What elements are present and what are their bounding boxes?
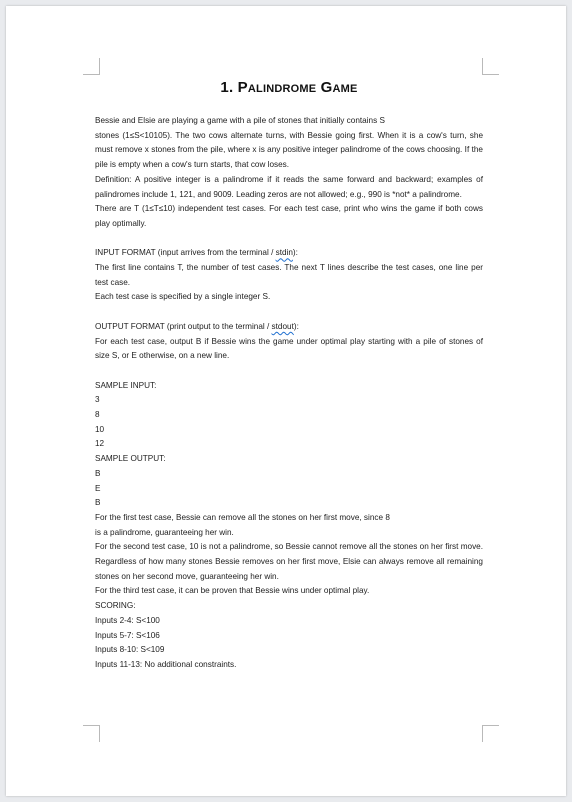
test-cases-paragraph: There are T (1≤T≤10) independent test cases. For each test case, print who wins the game if both cows play optimally. [95,204,483,228]
scoring-line: Inputs 2-4: S<100 [95,615,160,625]
document-body[interactable] [95,78,483,673]
scoring-label: SCORING: [95,601,136,611]
output-format-heading [95,320,483,335]
problem-paragraph: stones (1≤S<10105). The two cows alternate turns, with Bessie going first. When it is a cow's turn, she must remove x stones from the pile, where x is any positive integer palindrome of the cows choosing. If the pile is empty when a cow's turn starts, that cow loses. [95,130,483,170]
sample-input-label: SAMPLE INPUT: [95,380,157,390]
document-page [6,6,566,796]
margin-corner-top-right [482,58,499,75]
spellcheck-word-stdin: stdin [275,248,293,258]
spellcheck-word-stdout: stdout [271,321,294,331]
explanation-paragraph: For the second test case, 10 is not a palindrome, so Bessie cannot remove all the stones on her first move. Regardless of how many stones Bessie removes on her first move, Elsie can always remove all remaining stones on her second move, guaranteeing her win. [95,542,483,581]
margin-corner-bottom-right [482,725,499,742]
output-format-heading-end: ): [293,321,299,331]
blank-line [95,364,483,379]
input-format-paragraph: The first line contains T, the number of test cases. The next T lines describe the test cases, one line per test case. [95,263,483,287]
scoring-line: Inputs 11-13: No additional constraints. [95,659,237,669]
sample-input-line: 12 [95,439,105,449]
sample-output-label: SAMPLE OUTPUT: [95,454,166,464]
explanation-paragraph: is a palindrome, guaranteeing her win. [95,527,234,537]
sample-output-line: E [95,483,101,493]
input-format-heading [95,246,483,261]
output-format-paragraph: For each test case, output B if Bessie wins the game under optimal play starting with a pile of stones of size S, or E otherwise, on a new line. [95,336,483,361]
input-format-heading-end: ): [292,248,298,258]
sample-output-line: B [95,498,101,508]
explanation-paragraph: For the third test case, it can be proven that Bessie wins under optimal play. [95,586,370,596]
sample-input-line: 3 [95,395,100,405]
problem-paragraph: Bessie and Elsie are playing a game with a pile of stones that initially contains S [95,116,385,125]
scoring-line: Inputs 5-7: S<106 [95,630,160,640]
output-format-heading-text: OUTPUT FORMAT (print output to the terminal / [95,321,272,331]
input-format-paragraph: Each test case is specified by a single integer S. [95,292,271,302]
sample-output-line: B [95,468,101,478]
sample-input-line: 8 [95,410,100,420]
margin-corner-top-left [83,58,100,75]
input-format-heading-text: INPUT FORMAT (input arrives from the terminal / [95,248,276,258]
definition-paragraph: Definition: A positive integer is a palindrome if it reads the same forward and backward; examples of palindromes include 1, 121, and 9009. Leading zeros are not allowed; e.g., 990 is *not* a palindrome. [95,174,483,199]
explanation-paragraph: For the first test case, Bessie can remove all the stones on her first move, since 8 [95,512,390,522]
blank-line [95,305,483,320]
blank-line [95,232,483,247]
document-title: 1. Palindrome Game [220,79,358,96]
scoring-line: Inputs 8-10: S<109 [95,645,165,655]
margin-corner-bottom-left [83,725,100,742]
sample-input-line: 10 [95,424,105,434]
